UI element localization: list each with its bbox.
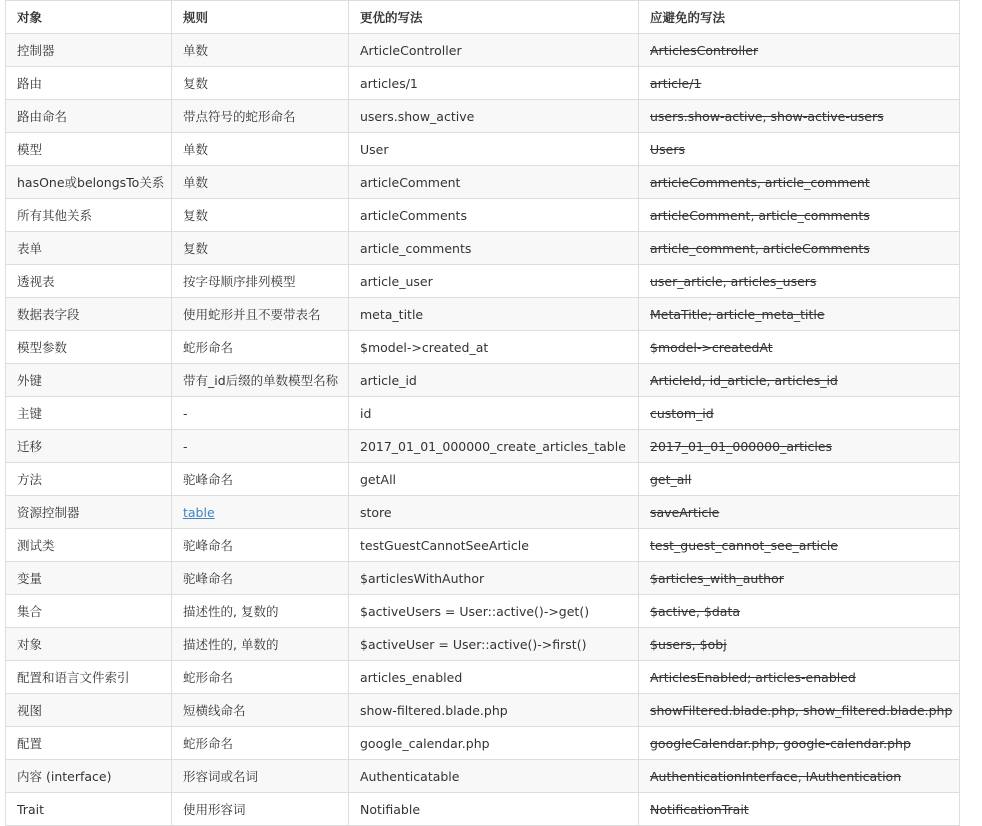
table-row (6, 694, 960, 727)
cell-object: 数据表字段 (6, 298, 172, 331)
table-row (6, 760, 960, 793)
cell-bad: users.show-active, show-active-users (639, 100, 960, 133)
cell-good: articleComment (349, 166, 639, 199)
cell-object: Trait (6, 793, 172, 826)
cell-rule: 按字母顺序排列模型 (172, 265, 349, 298)
cell-object: 方法 (6, 463, 172, 496)
cell-object: 内容 (interface) (6, 760, 172, 793)
cell-good: id (349, 397, 639, 430)
cell-rule: 短横线命名 (172, 694, 349, 727)
cell-rule: 描述性的, 单数的 (172, 628, 349, 661)
cell-object: 主键 (6, 397, 172, 430)
cell-bad: $model->createdAt (639, 331, 960, 364)
cell-good: articles_enabled (349, 661, 639, 694)
cell-rule: 使用蛇形并且不要带表名 (172, 298, 349, 331)
table-row (6, 364, 960, 397)
cell-good: $articlesWithAuthor (349, 562, 639, 595)
cell-object: 所有其他关系 (6, 199, 172, 232)
cell-object: 对象 (6, 628, 172, 661)
cell-bad: article/1 (639, 67, 960, 100)
cell-good: Authenticatable (349, 760, 639, 793)
table-row (6, 100, 960, 133)
table-row (6, 199, 960, 232)
cell-bad: $articles_with_author (639, 562, 960, 595)
cell-object: 迁移 (6, 430, 172, 463)
cell-good: $activeUser = User::active()->first() (349, 628, 639, 661)
table-row (6, 529, 960, 562)
cell-rule: 复数 (172, 232, 349, 265)
cell-bad: saveArticle (639, 496, 960, 529)
cell-rule: 复数 (172, 199, 349, 232)
cell-object: 模型参数 (6, 331, 172, 364)
header-row (6, 1, 960, 34)
table-row (6, 463, 960, 496)
cell-good: $activeUsers = User::active()->get() (349, 595, 639, 628)
cell-bad: NotificationTrait (639, 793, 960, 826)
cell-good: show-filtered.blade.php (349, 694, 639, 727)
cell-rule: 蛇形命名 (172, 661, 349, 694)
table-header (6, 1, 960, 34)
cell-rule: 单数 (172, 133, 349, 166)
cell-object: 模型 (6, 133, 172, 166)
cell-good: 2017_01_01_000000_create_articles_table (349, 430, 639, 463)
cell-object: 外键 (6, 364, 172, 397)
table-row (6, 67, 960, 100)
cell-bad: article_comment, articleComments (639, 232, 960, 265)
cell-bad: showFiltered.blade.php, show_filtered.blade.php (639, 694, 960, 727)
cell-object: 视图 (6, 694, 172, 727)
header-bad: 应避免的写法 (639, 1, 960, 34)
cell-good: testGuestCannotSeeArticle (349, 529, 639, 562)
cell-bad: articleComments, article_comment (639, 166, 960, 199)
table-row (6, 430, 960, 463)
cell-good: article_comments (349, 232, 639, 265)
naming-conventions-table (5, 0, 960, 826)
cell-rule: 单数 (172, 166, 349, 199)
cell-bad: MetaTitle; article_meta_title (639, 298, 960, 331)
cell-object: 资源控制器 (6, 496, 172, 529)
cell-rule (172, 496, 349, 529)
cell-rule: 驼峰命名 (172, 463, 349, 496)
cell-bad: googleCalendar.php, google-calendar.php (639, 727, 960, 760)
cell-bad: 2017_01_01_000000_articles (639, 430, 960, 463)
table-row (6, 34, 960, 67)
header-good: 更优的写法 (349, 1, 639, 34)
rule-link[interactable]: table (183, 504, 215, 520)
cell-good: Notifiable (349, 793, 639, 826)
table-row (6, 298, 960, 331)
cell-bad: Users (639, 133, 960, 166)
cell-bad: AuthenticationInterface, IAuthentication (639, 760, 960, 793)
cell-object: 变量 (6, 562, 172, 595)
cell-object: 路由命名 (6, 100, 172, 133)
cell-good: article_user (349, 265, 639, 298)
cell-bad: $active, $data (639, 595, 960, 628)
header-rule: 规则 (172, 1, 349, 34)
cell-rule: 蛇形命名 (172, 727, 349, 760)
cell-good: meta_title (349, 298, 639, 331)
cell-rule: 形容词或名词 (172, 760, 349, 793)
cell-rule: - (172, 397, 349, 430)
table-row (6, 331, 960, 364)
cell-rule: 带有_id后缀的单数模型名称 (172, 364, 349, 397)
cell-object: 测试类 (6, 529, 172, 562)
table-row (6, 727, 960, 760)
cell-object: 路由 (6, 67, 172, 100)
table-row (6, 133, 960, 166)
cell-rule: 驼峰命名 (172, 529, 349, 562)
table-row (6, 793, 960, 826)
cell-good: User (349, 133, 639, 166)
cell-bad: articleComment, article_comments (639, 199, 960, 232)
table-row (6, 496, 960, 529)
table-row (6, 397, 960, 430)
cell-bad: custom_id (639, 397, 960, 430)
cell-rule: 蛇形命名 (172, 331, 349, 364)
cell-good: getAll (349, 463, 639, 496)
cell-rule: 描述性的, 复数的 (172, 595, 349, 628)
cell-good: store (349, 496, 639, 529)
cell-bad: test_guest_cannot_see_article (639, 529, 960, 562)
cell-good: users.show_active (349, 100, 639, 133)
table-row (6, 595, 960, 628)
cell-rule: 使用形容词 (172, 793, 349, 826)
cell-object: 集合 (6, 595, 172, 628)
table-row (6, 265, 960, 298)
cell-object: 控制器 (6, 34, 172, 67)
cell-good: articles/1 (349, 67, 639, 100)
cell-good: article_id (349, 364, 639, 397)
cell-bad: ArticlesController (639, 34, 960, 67)
table-row (6, 628, 960, 661)
cell-object: 表单 (6, 232, 172, 265)
cell-object: 透视表 (6, 265, 172, 298)
cell-object: 配置 (6, 727, 172, 760)
cell-good: $model->created_at (349, 331, 639, 364)
header-object: 对象 (6, 1, 172, 34)
cell-rule: 单数 (172, 34, 349, 67)
cell-good: articleComments (349, 199, 639, 232)
cell-bad: ArticleId, id_article, articles_id (639, 364, 960, 397)
cell-rule: 带点符号的蛇形命名 (172, 100, 349, 133)
table-row (6, 232, 960, 265)
cell-object: 配置和语言文件索引 (6, 661, 172, 694)
cell-object: hasOne或belongsTo关系 (6, 166, 172, 199)
cell-good: ArticleController (349, 34, 639, 67)
table-row (6, 166, 960, 199)
table-body (6, 34, 960, 826)
cell-bad: $users, $obj (639, 628, 960, 661)
cell-bad: ArticlesEnabled; articles-enabled (639, 661, 960, 694)
cell-rule: 复数 (172, 67, 349, 100)
cell-bad: user_article, articles_users (639, 265, 960, 298)
cell-rule: 驼峰命名 (172, 562, 349, 595)
table-row (6, 562, 960, 595)
table-row (6, 661, 960, 694)
cell-bad: get_all (639, 463, 960, 496)
cell-rule: - (172, 430, 349, 463)
cell-good: google_calendar.php (349, 727, 639, 760)
